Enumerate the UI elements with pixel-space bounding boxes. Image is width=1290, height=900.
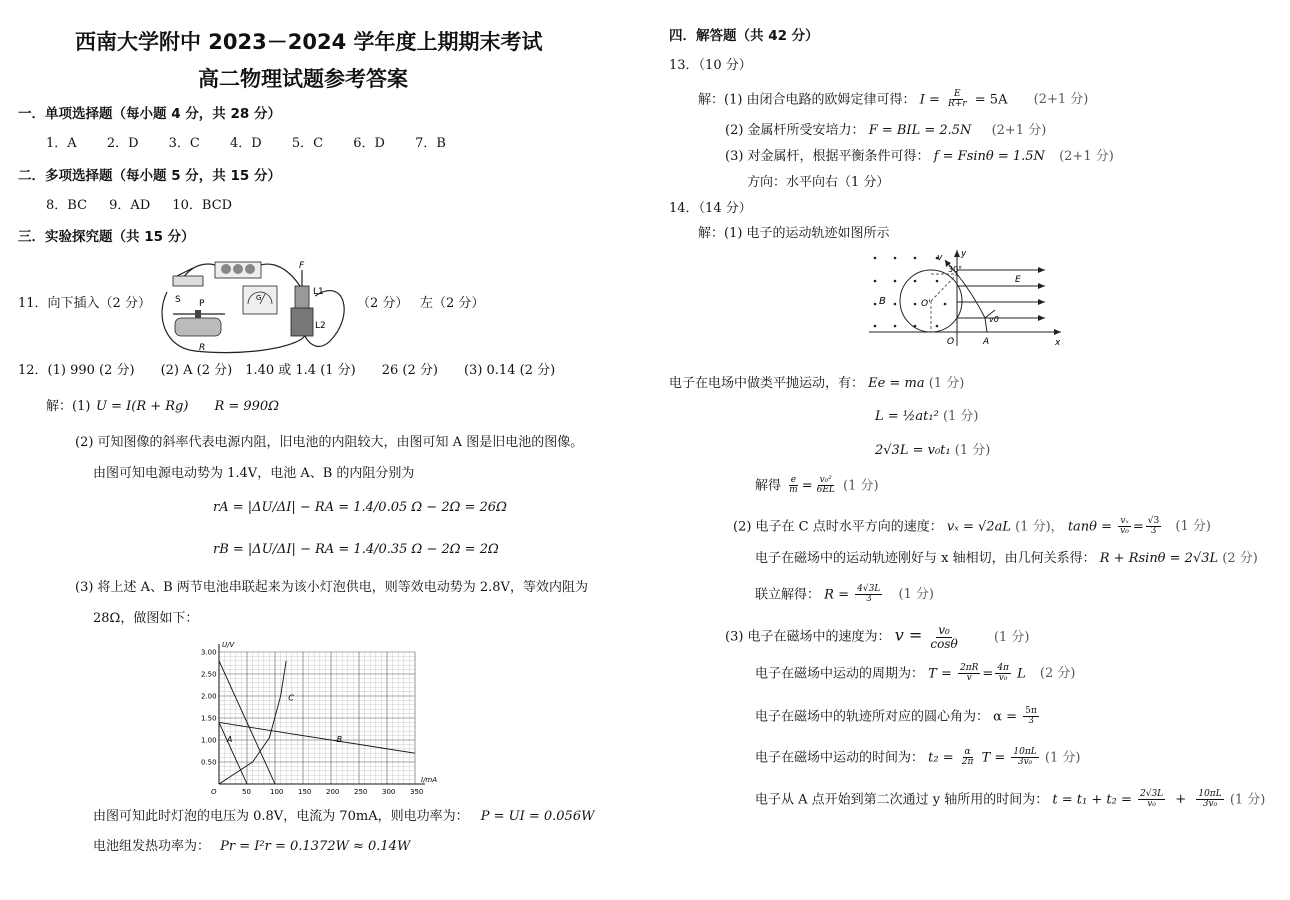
x-tick-label: 350 [410, 788, 424, 796]
frac-denominator: 3 [1150, 526, 1157, 537]
q13-line1 [698, 90, 1088, 110]
frac-denominator: m [789, 485, 798, 496]
q12-sol3-line2: 28Ω，做图如下： [93, 611, 199, 626]
q12-conclusion2 [93, 839, 410, 855]
ui-chart [195, 636, 438, 796]
p2-line3-score: (1 分) [898, 587, 934, 603]
y-tick-label: 1.50 [201, 714, 217, 723]
q12-rb-formula: rB = |ΔU/ΔI| − RA = 1.4/0.35 Ω − 2Ω = 2Ω [213, 542, 499, 557]
fig-label-e: E [1015, 275, 1021, 285]
p2-line2-text: 电子在磁场中的运动轨迹刚好与 x 轴相切，由几何关系得： [755, 551, 1096, 566]
q13-l2-formula: F = BIL = 2.5N [868, 123, 972, 138]
q13-l1-fraction [946, 90, 969, 110]
eq4-fraction-2 [815, 476, 837, 496]
p2-text: (2) 电子在 C 点时水平方向的速度： [733, 519, 943, 535]
x-tick-label: 100 [270, 788, 284, 796]
p3-line4-score: (1 分) [1044, 750, 1081, 766]
x-axis-label: I/mA [421, 776, 438, 784]
x-tick-label: 150 [298, 788, 312, 796]
frac-numerator: 2√3L [1139, 789, 1164, 799]
q13-line4: 方向：水平向右（1 分） [747, 175, 890, 190]
circuit-figure [155, 256, 355, 356]
q14-eq4: 解得 $\frac{e}{m}$ = $\frac{\text{v₀²}}{6EL}$ (1 分) [755, 475, 879, 496]
p3-line5-score: (1 分) [1229, 792, 1266, 808]
frac-denominator: v₀ [1120, 526, 1129, 537]
p2-formula2: tanθ = [1067, 519, 1113, 535]
fig-label-x: x [1055, 338, 1061, 348]
q13-l1-post: = 5A [974, 92, 1008, 108]
conclusion2-formula: Pr = I²r = 0.1372W ≈ 0.14W [220, 839, 411, 854]
x-tick-label: 50 [242, 788, 251, 796]
q13-l2-text: (2) 金属杆所受安培力： [725, 123, 865, 138]
eq4-score: (1 分) [843, 478, 879, 494]
answer-item: 2．D [106, 136, 139, 151]
frac-denominator: 3v₀ [1017, 757, 1033, 768]
fig-label-s: S [175, 295, 181, 305]
x-tick-label: 250 [354, 788, 368, 796]
q13-l1-pre: I = [919, 92, 940, 108]
page-title-line1: 西南大学附中 2023－2024 学年度上期期末考试 [75, 30, 543, 54]
p3-line5-fraction-2 [1196, 790, 1223, 810]
p2-score1: (1 分)， [1015, 519, 1064, 535]
eq3-score: (1 分) [954, 443, 991, 458]
answer-item: 6．D [353, 136, 385, 151]
x-tick-label: 200 [326, 788, 340, 796]
frac-numerator: e [790, 475, 797, 485]
q14-head: 14．（14 分） [669, 201, 752, 216]
y-tick-label: 3.00 [201, 648, 217, 657]
p2-line3-text: 联立解得： [755, 587, 821, 603]
right-column [655, 0, 1290, 900]
p3-line2-score: (2 分) [1039, 666, 1076, 682]
q11-middle: （2 分） [357, 296, 409, 311]
p2-fraction-2 [1146, 517, 1161, 537]
frac-numerator: E [954, 89, 961, 99]
series-label: B [336, 735, 343, 745]
frac-numerator: 2πR [960, 663, 979, 673]
conclusion1-text: 由图可知此时灯泡的电压为 0.8V，电流为 70mA，则电功率为： [93, 809, 469, 824]
fig-label-y: y [961, 249, 967, 259]
p2-line3-pre: R = [824, 587, 849, 603]
q13-l2-score: (2+1 分) [991, 123, 1047, 138]
q13-l1-score: (2+1 分) [1033, 92, 1089, 108]
p3-line3-fraction [1023, 707, 1039, 727]
frac-numerator: v₀ [938, 623, 950, 637]
p3-line4-text: 电子在磁场中运动的时间为： [755, 750, 925, 766]
eq2-score: (1 分) [942, 409, 979, 424]
frac-denominator: v₀ [1147, 799, 1156, 810]
frac-denominator: cosθ [930, 636, 958, 651]
section4-heading: 四．解答题（共 42 分） [669, 28, 819, 44]
q13-head: 13．（10 分） [669, 58, 752, 73]
p3-line2-pre: T = [928, 666, 952, 682]
frac-numerator: √3 [1147, 516, 1160, 526]
q13-line3 [725, 149, 1114, 165]
eq3-formula: 2√3L = v₀t₁ [875, 443, 951, 458]
series-label: A [226, 735, 233, 745]
frac-numerator: 4π [997, 663, 1009, 673]
frac-denominator: 3 [865, 594, 872, 605]
p3-line2-text: 电子在磁场中运动的周期为： [755, 666, 925, 682]
q14-line1: 解：(1) 电子的运动轨迹如图所示 [698, 226, 890, 241]
frac-numerator: vₓ [1120, 516, 1129, 526]
fig-label-o: O [947, 337, 955, 347]
fig-label-v0: v0 [989, 315, 999, 324]
frac-denominator: 6EL [816, 485, 835, 496]
frac-denominator: 3v₀ [1202, 799, 1218, 810]
q13-l1-text: 解：(1) 由闭合电路的欧姆定律可得： [698, 92, 916, 108]
fig-label-angle: 30° [948, 265, 963, 274]
q12-sol2-line2: 由图可知电源电动势为 1.4V，电池 A、B 的内阻分别为 [93, 466, 415, 481]
p3-line4-pre: t₂ = [928, 750, 954, 766]
q14-part3-line3 [755, 707, 1041, 727]
eq4-text: 解得 [755, 478, 782, 494]
p3-line2-post: L [1017, 666, 1026, 682]
section2-heading: 二．多项选择题（每小题 5 分，共 15 分） [18, 168, 281, 184]
q11-prefix: 11．向下插入（2 分） [18, 296, 151, 311]
y-tick-label: 2.00 [201, 692, 217, 701]
series-label: C [288, 693, 294, 703]
answer-item: 5．C [291, 136, 324, 151]
frac-numerator: 10πL [1013, 747, 1037, 757]
p3-line4-fraction-2 [1011, 748, 1038, 768]
q14-part3-line1 [725, 624, 1029, 650]
fig-label-f: F [299, 261, 305, 271]
q12-conclusion1 [93, 809, 594, 825]
frac-denominator: R+r [948, 99, 967, 110]
fig-label-g: G [256, 294, 262, 302]
p2-formula1: vₓ = √2aL [946, 519, 1011, 535]
p3-text: (3) 电子在磁场中的速度为： [725, 629, 891, 645]
p2-fraction-1 [1118, 517, 1131, 537]
eq1-formula: Ee = ma [868, 376, 925, 391]
q12-sol1-prefix: 解：(1) [46, 399, 91, 414]
q12-answers: 12．(1) 990 (2 分) (2) A (2 分) 1.40 或 1.4 (1 分) 26 (2 分) (3) 0.14 (2 分) [18, 363, 556, 378]
eq4-fraction-1 [787, 476, 800, 496]
q14-part3-line4 [755, 748, 1080, 768]
y-tick-label: 2.50 [201, 670, 217, 679]
q14-part2-line1: (2) 电子在 C 点时水平方向的速度： vₓ = √2aL (1 分)， tanθ = $\frac{\text{vₓ}}{\text{v₀}}$ = $\frac{√3}{3}$ (1 分) [733, 516, 1211, 537]
q14-part2-line2 [755, 551, 1258, 567]
p3-fraction [928, 624, 959, 650]
q12-sol3-text: (3) 将上述 A、B 两节电池串联起来为该小灯泡供电，则等效电动势为 2.8V，等效内阻为 [75, 580, 588, 595]
p3-line4-mid: T = [981, 750, 1006, 766]
q12-sol2-text: (2) 可知图像的斜率代表电源内阻，旧电池的内阻较大，由图可知 A 图是旧电池的图像。 [75, 435, 584, 450]
series-line [219, 722, 415, 753]
answer-item: 10．BCD [172, 198, 233, 213]
fig-label-p: P [199, 299, 205, 309]
frac-denominator: v [966, 673, 972, 684]
p3-line4-fraction-1 [960, 748, 976, 768]
fig-label-r: R [199, 343, 206, 353]
q13-l3-text: (3) 对金属杆，根据平衡条件可得： [725, 149, 930, 164]
fig-label-v: v [937, 253, 943, 263]
p2-line2-score: (2 分) [1222, 551, 1258, 566]
q14-eq2 [875, 409, 979, 425]
answer-item: 7．B [415, 136, 446, 151]
eq1-score: (1 分) [928, 376, 965, 391]
fig-label-l2: L2 [315, 321, 326, 331]
p3-formula-pre: v = [894, 625, 923, 645]
q12-ra-formula: rA = |ΔU/ΔI| − RA = 1.4/0.05 Ω − 2Ω = 26Ω [213, 500, 507, 515]
p3-line3-pre: α = [993, 709, 1017, 725]
q11-right: 左（2 分） [420, 296, 485, 311]
answer-item: 3．C [168, 136, 200, 151]
q13-line2 [725, 123, 1046, 139]
left-column [0, 0, 640, 900]
frac-denominator: v₀ [998, 673, 1008, 684]
q14-eq3 [875, 443, 990, 459]
fig-label-a: A [983, 337, 990, 347]
p2-line3-fraction [855, 585, 882, 605]
frac-numerator: v₀² [819, 475, 832, 485]
p3-score: (1 分) [993, 629, 1030, 645]
p3-line2-fraction-1 [958, 664, 980, 684]
section2-answers [46, 198, 232, 214]
trajectory-figure [865, 246, 1065, 348]
conclusion2-text: 电池组发热功率为： [93, 839, 211, 854]
fig-label-l1: L1 [313, 287, 324, 297]
q13-l3-score: (2+1 分) [1059, 149, 1114, 164]
frac-numerator: 4√3L [857, 584, 881, 594]
section3-heading: 三．实验探究题（共 15 分） [18, 229, 195, 245]
y-tick-label: 0.50 [201, 758, 217, 767]
page-title-line2: 高二物理试题参考答案 [198, 67, 408, 91]
conclusion1-formula: P = UI = 0.056W [480, 809, 595, 824]
p3-line2-fraction-2 [995, 664, 1011, 684]
p3-line5-fraction-1 [1138, 790, 1165, 810]
q14-part3-line2: 电子在磁场中运动的周期为： T = $\frac{2\pi R}{v}$ = $\frac{4\pi}{\text{v₀}}$ L (2 分) [755, 663, 1076, 684]
x-tick-label: O [211, 788, 217, 796]
section1-answers [46, 136, 446, 152]
frac-numerator: 5π [1025, 706, 1037, 716]
section1-heading: 一．单项选择题（每小题 4 分，共 28 分） [18, 106, 281, 122]
answer-item: 8．BC [46, 198, 88, 213]
y-axis-label: U/V [222, 641, 235, 649]
q14-eq1 [669, 376, 964, 392]
frac-denominator: 2π [961, 757, 974, 768]
q12-sol1-formula: U = I(R + Rg) R = 990Ω [96, 399, 279, 414]
p3-line5-text: 电子从 A 点开始到第二次通过 y 轴所用的时间为： [755, 792, 1049, 808]
answer-item: 1．A [46, 136, 77, 151]
p3-line3-text: 电子在磁场中的轨迹所对应的圆心角为： [755, 709, 990, 725]
y-tick-label: 1.00 [201, 736, 217, 745]
frac-denominator: 3 [1028, 716, 1034, 727]
answer-item: 9．AD [109, 198, 151, 213]
p2-score2: (1 分) [1175, 519, 1211, 535]
eq2-formula: L = ½at₁² [875, 409, 939, 424]
frac-numerator: α [964, 747, 971, 757]
p2-line2-formula: R + Rsinθ = 2√3L [1099, 551, 1219, 566]
q13-l3-formula: f = Fsinθ = 1.5N [933, 149, 1045, 164]
fig-label-b: B [879, 296, 886, 307]
eq1-text: 电子在电场中做类平抛运动，有： [669, 376, 865, 391]
q14-part3-line5: 电子从 A 点开始到第二次通过 y 轴所用的时间为： t = t₁ + t₂ = $\frac{2√3L}{\text{v₀}}$ + $\frac{10\pi L}{\text{3v₀}}$ (1 分) [755, 789, 1266, 810]
chart-grid [219, 652, 415, 784]
answer-item: 4．D [230, 136, 262, 151]
p3-line5-pre: t = t₁ + t₂ = [1052, 792, 1132, 808]
fig-label-o1: O' [921, 299, 931, 309]
q14-part2-line3 [755, 585, 934, 605]
x-tick-label: 300 [382, 788, 396, 796]
frac-numerator: 10πL [1198, 789, 1222, 799]
